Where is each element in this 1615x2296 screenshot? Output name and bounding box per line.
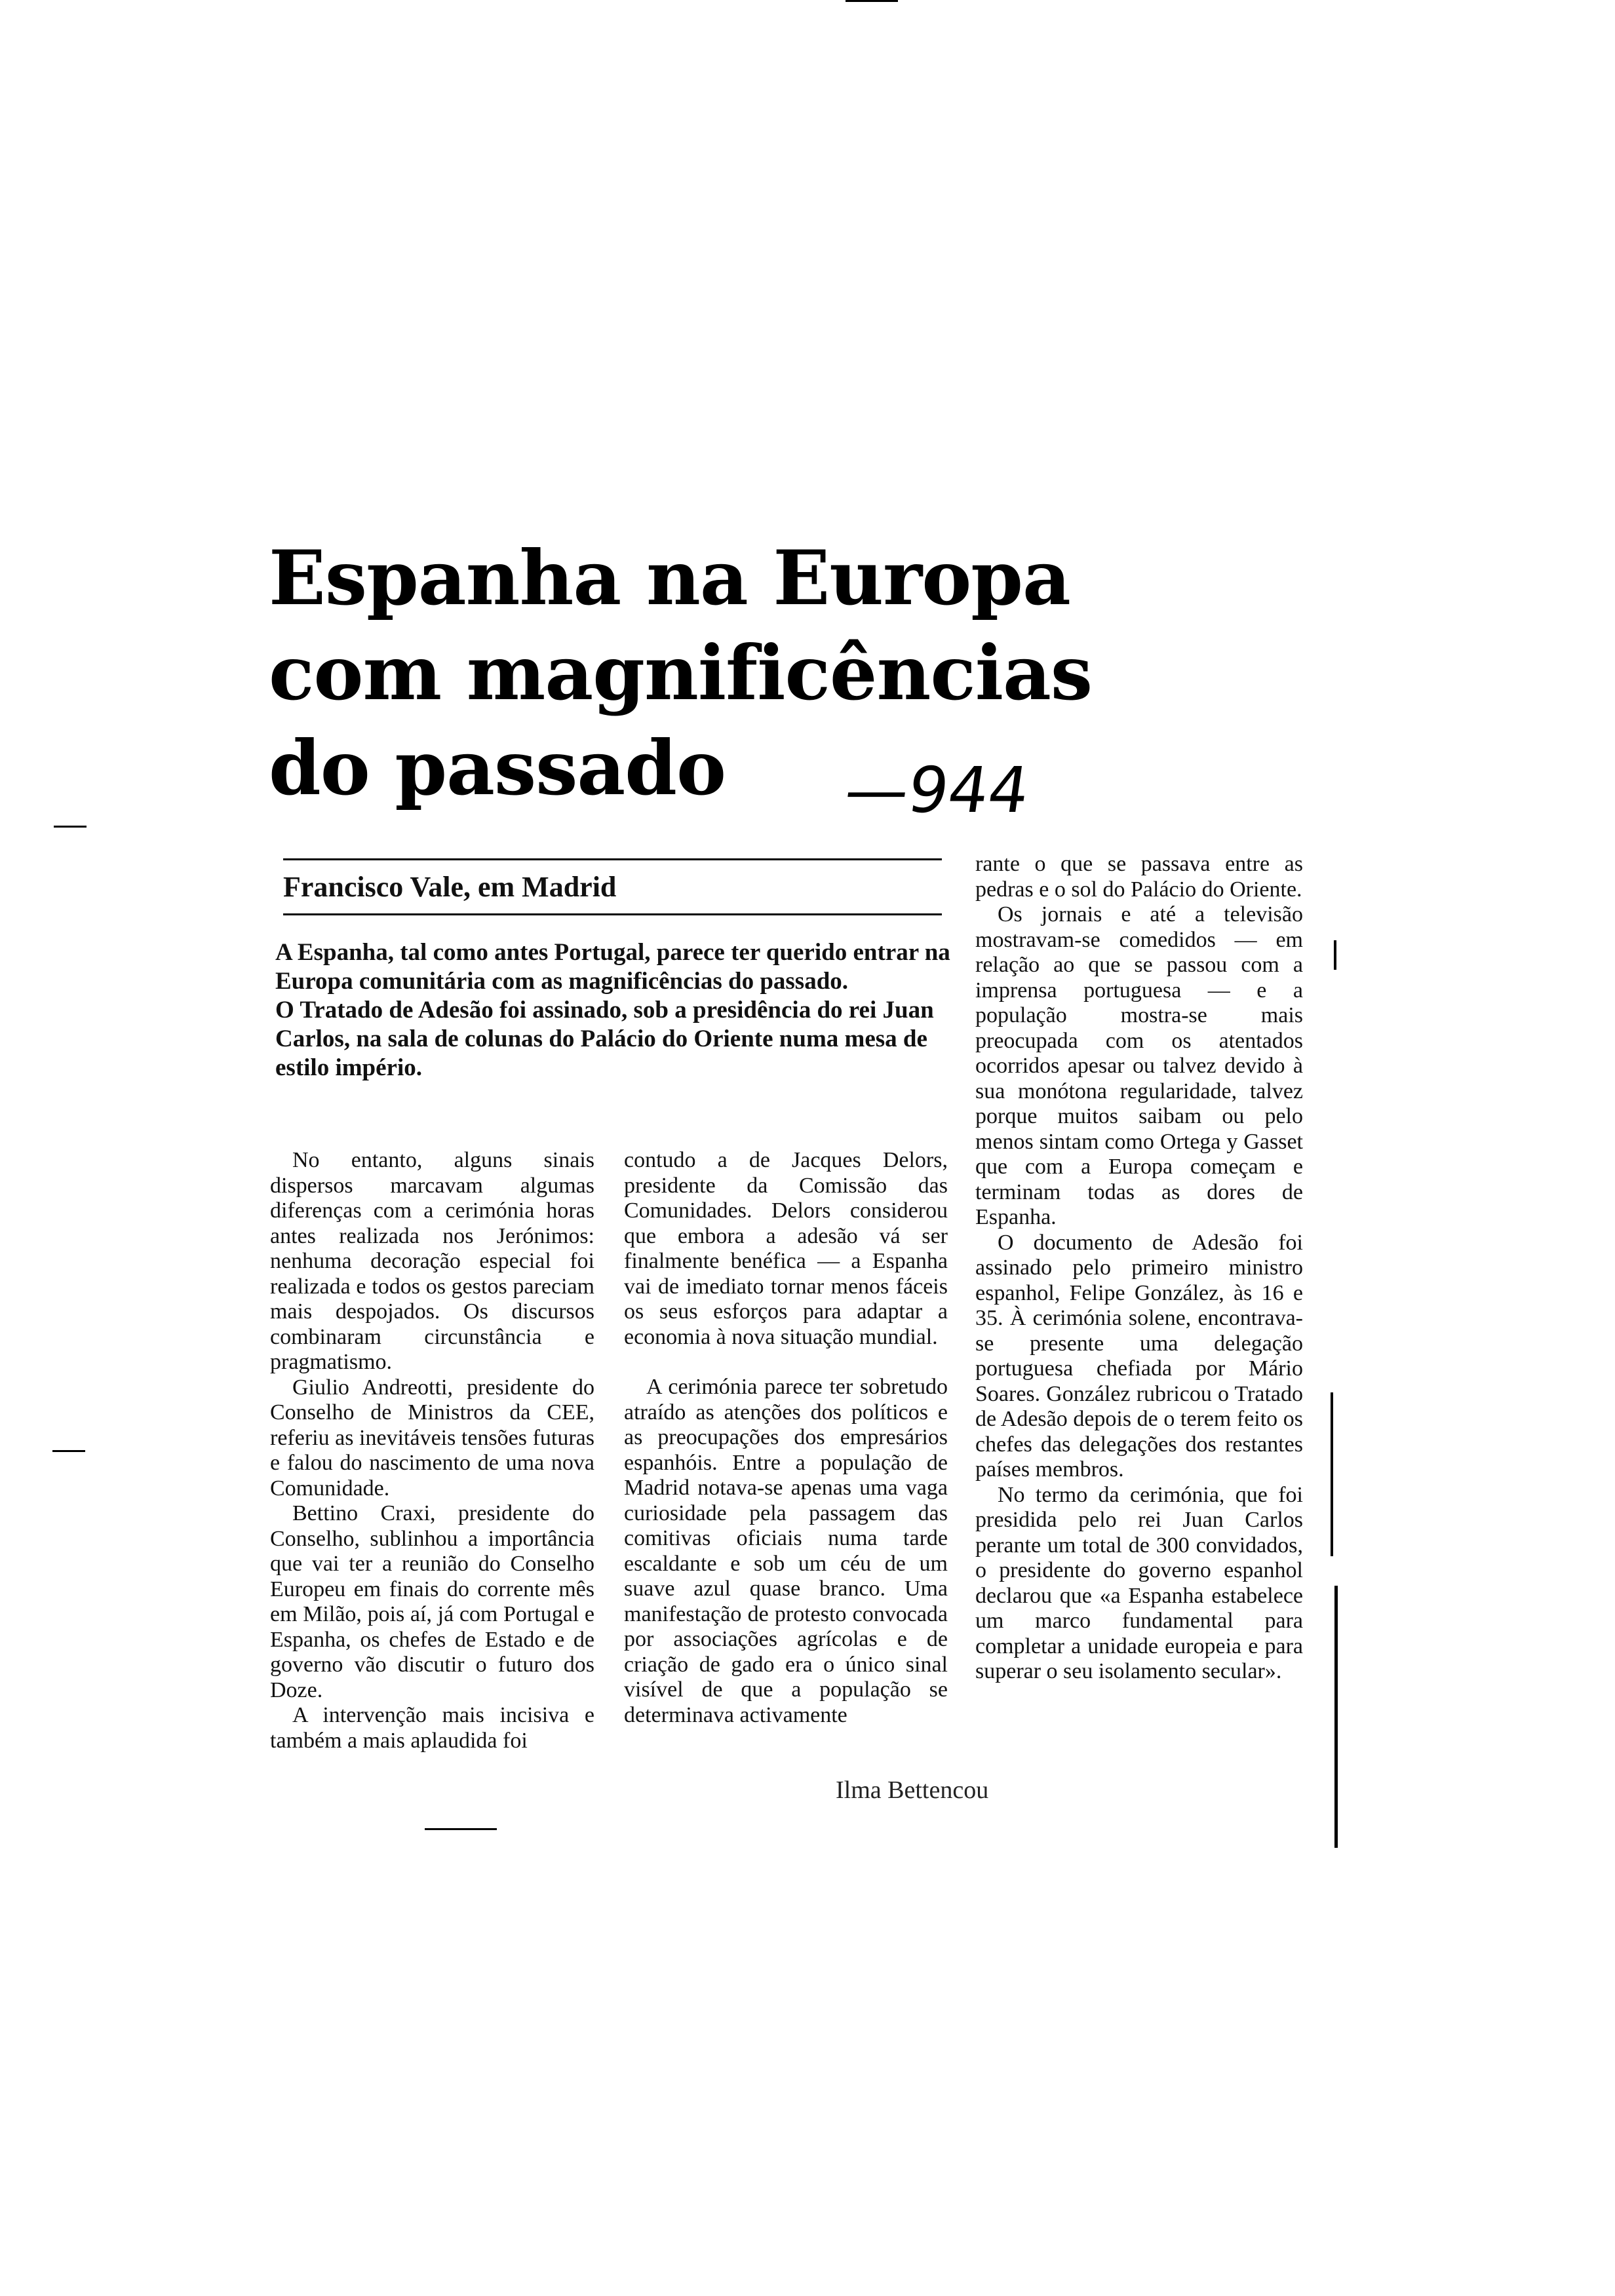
col2-para-1: contudo a de Jacques Delors, presidente da Comissão das Comunidades. Delors considerou que embora a adesão vá ser finalmente benéfica — a Espanha vai de imediato tornar menos fáceis os seus esforços para adaptar a economia à nova situação mundial.: [624, 1148, 948, 1349]
column-3: [975, 852, 1303, 1685]
clipping-edge-mark: [1331, 1392, 1333, 1556]
top-rule: [846, 0, 898, 2]
rule-above-byline: [283, 858, 942, 860]
byline: Francisco Vale, em Madrid: [283, 871, 617, 903]
headline-line-1: Espanha na Europa: [269, 534, 1070, 622]
col1-para-1: No entanto, alguns sinais dispersos marcavam algumas diferenças com a cerimónia horas antes realizada nos Jerónimos: nenhuma decoração especial foi realizada e todos os gestos pareciam mais despojados. Os discursos combinaram circunstância e pragmatismo.: [270, 1148, 594, 1374]
lead-paragraph: [275, 938, 957, 1082]
col3-para-4: No termo da cerimónia, que foi presidida pelo rei Juan Carlos perante um total de 300 convidados, o presidente do governo espanhol declarou que «a Espanha estabelece um marco fundamental para completar a unidade europeia e para superar o seu isolamento secular».: [975, 1482, 1303, 1683]
col3-para-3: O documento de Adesão foi assinado pelo primeiro ministro espanhol, Felipe González, às 16 e 35. À cerimónia solene, encontrava-se presente uma delegação portuguesa chefiada por Mário Soares. González rubricou o Tratado de Adesão depois de o terem feito os chefes das delegações dos restantes países membros.: [975, 1230, 1303, 1482]
bottom-rule: [425, 1828, 497, 1830]
lead-para-1: A Espanha, tal como antes Portugal, parece ter querido entrar na Europa comunitária com as magnificências do passado.: [275, 939, 950, 995]
signature: Ilma Bettencou: [836, 1776, 989, 1804]
scan-dash: [54, 826, 87, 828]
column-2: [624, 1148, 948, 1728]
col3-para-1: rante o que se passava entre as pedras e o sol do Palácio do Oriente.: [975, 852, 1303, 902]
headline-line-2: com magnificências: [269, 629, 1093, 717]
col2-para-2: A cerimónia parece ter sobretudo atraído as atenções dos políticos e as preocupações dos empresários espanhóis. Entre a população de Madrid notava-se apenas uma vaga curiosidade pela passagem das comitivas oficiais numa tarde escaldante e sob um céu de um suave azul quase branco. Uma manifestação de protesto convocada por associações agrícolas e de criação de gado era o único sinal visível de que a população se determinava activamente: [624, 1375, 948, 1727]
handwritten-annotation: —944: [840, 754, 1034, 827]
clipping-edge-mark: [1334, 940, 1336, 970]
col1-para-2: Giulio Andreotti, presidente do Conselho de Ministros da CEE, referiu as inevitáveis tensões futuras e falou do nascimento de uma nova Comunidade.: [270, 1375, 594, 1501]
column-1: [270, 1148, 594, 1753]
lead-para-2: O Tratado de Adesão foi assinado, sob a presidência do rei Juan Carlos, na sala de colunas do Palácio do Oriente numa mesa de estilo império.: [275, 997, 934, 1081]
clipping-edge-mark: [1334, 1586, 1338, 1848]
col3-para-2: Os jornais e até a televisão mostravam-se comedidos — em relação ao que se passou com a imprensa portuguesa — e a população mostra-se mais preocupada com os atentados ocorridos apesar ou talvez devido à sua monótona regularidade, talvez porque muitos saibam ou pelo menos sintam como Ortega y Gasset que com a Europa começam e terminam todas as dores de Espanha.: [975, 902, 1303, 1229]
scan-dash: [52, 1450, 85, 1452]
col1-para-3: Bettino Craxi, presidente do Conselho, sublinhou a importância que vai ter a reunião do Conselho Europeu em finais do corrente mês em Milão, pois aí, já com Portugal e Espanha, os chefes de Estado e de governo vão discutir o futuro dos Doze.: [270, 1501, 594, 1702]
headline-line-3: do passado: [269, 724, 726, 812]
col1-para-4: A intervenção mais incisiva e também a mais aplaudida foi: [270, 1703, 594, 1753]
rule-below-byline: [283, 913, 942, 915]
